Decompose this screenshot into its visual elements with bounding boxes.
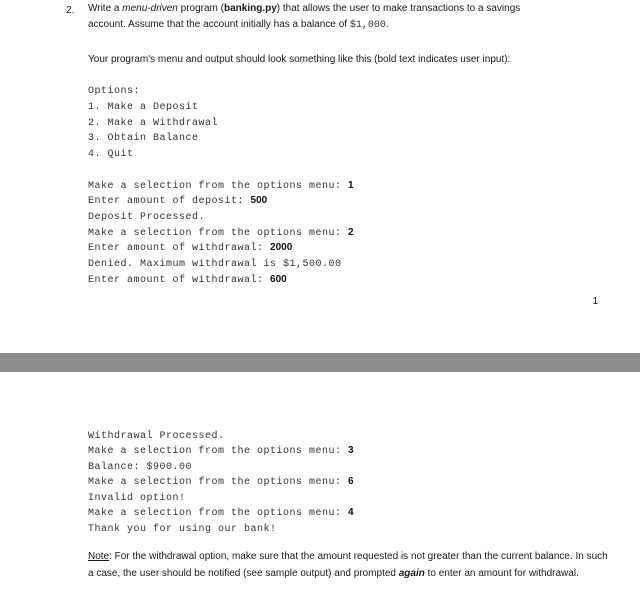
output-line: Denied. Maximum withdrawal is $1,500.00 [88,259,342,270]
menu-line: 3. Obtain Balance [88,133,199,144]
question-text: Write a menu-driven program (banking.py) that allows the user to make transactions to a savings account. Assume that the account initially has a balance of $1,000. [88,3,521,31]
output-line: Make a selection from the options menu: 3 [88,445,354,457]
intro-text: Your program's menu and output should look something like this (bold text indicates user input): [88,54,511,65]
output-line: Enter amount of withdrawal: 2000 [88,242,293,254]
output-line: Make a selection from the options menu: 6 [88,476,354,488]
output-line: Invalid option! [88,493,186,504]
output-line: Withdrawal Processed. [88,431,225,442]
output-line: Make a selection from the options menu: 4 [88,507,354,519]
note-paragraph: Note: For the withdrawal option, make sure that the amount requested is not greater than the current balance. In such a case, the user should be notified (see sample output) and prompted again to enter an amount for withdrawal. [88,551,608,579]
menu-line: 1. Make a Deposit [88,102,199,113]
output-line: Enter amount of deposit: 500 [88,195,268,207]
output-line: Make a selection from the options menu: 2 [88,227,354,239]
output-line: Deposit Processed. [88,212,206,223]
output-line: Make a selection from the options menu: 1 [88,180,354,192]
output-line: Enter amount of withdrawal: 600 [88,274,287,286]
question-number: 2. [66,5,75,16]
menu-line: 4. Quit [88,149,134,160]
document-page-2 [0,372,640,614]
menu-line: Options: [88,86,141,97]
output-line: Thank you for using our bank! [88,524,277,535]
menu-line: 2. Make a Withdrawal [88,118,219,129]
page-divider [0,353,640,372]
page-number: 1 [592,296,598,307]
output-line: Balance: $900.00 [88,462,193,473]
